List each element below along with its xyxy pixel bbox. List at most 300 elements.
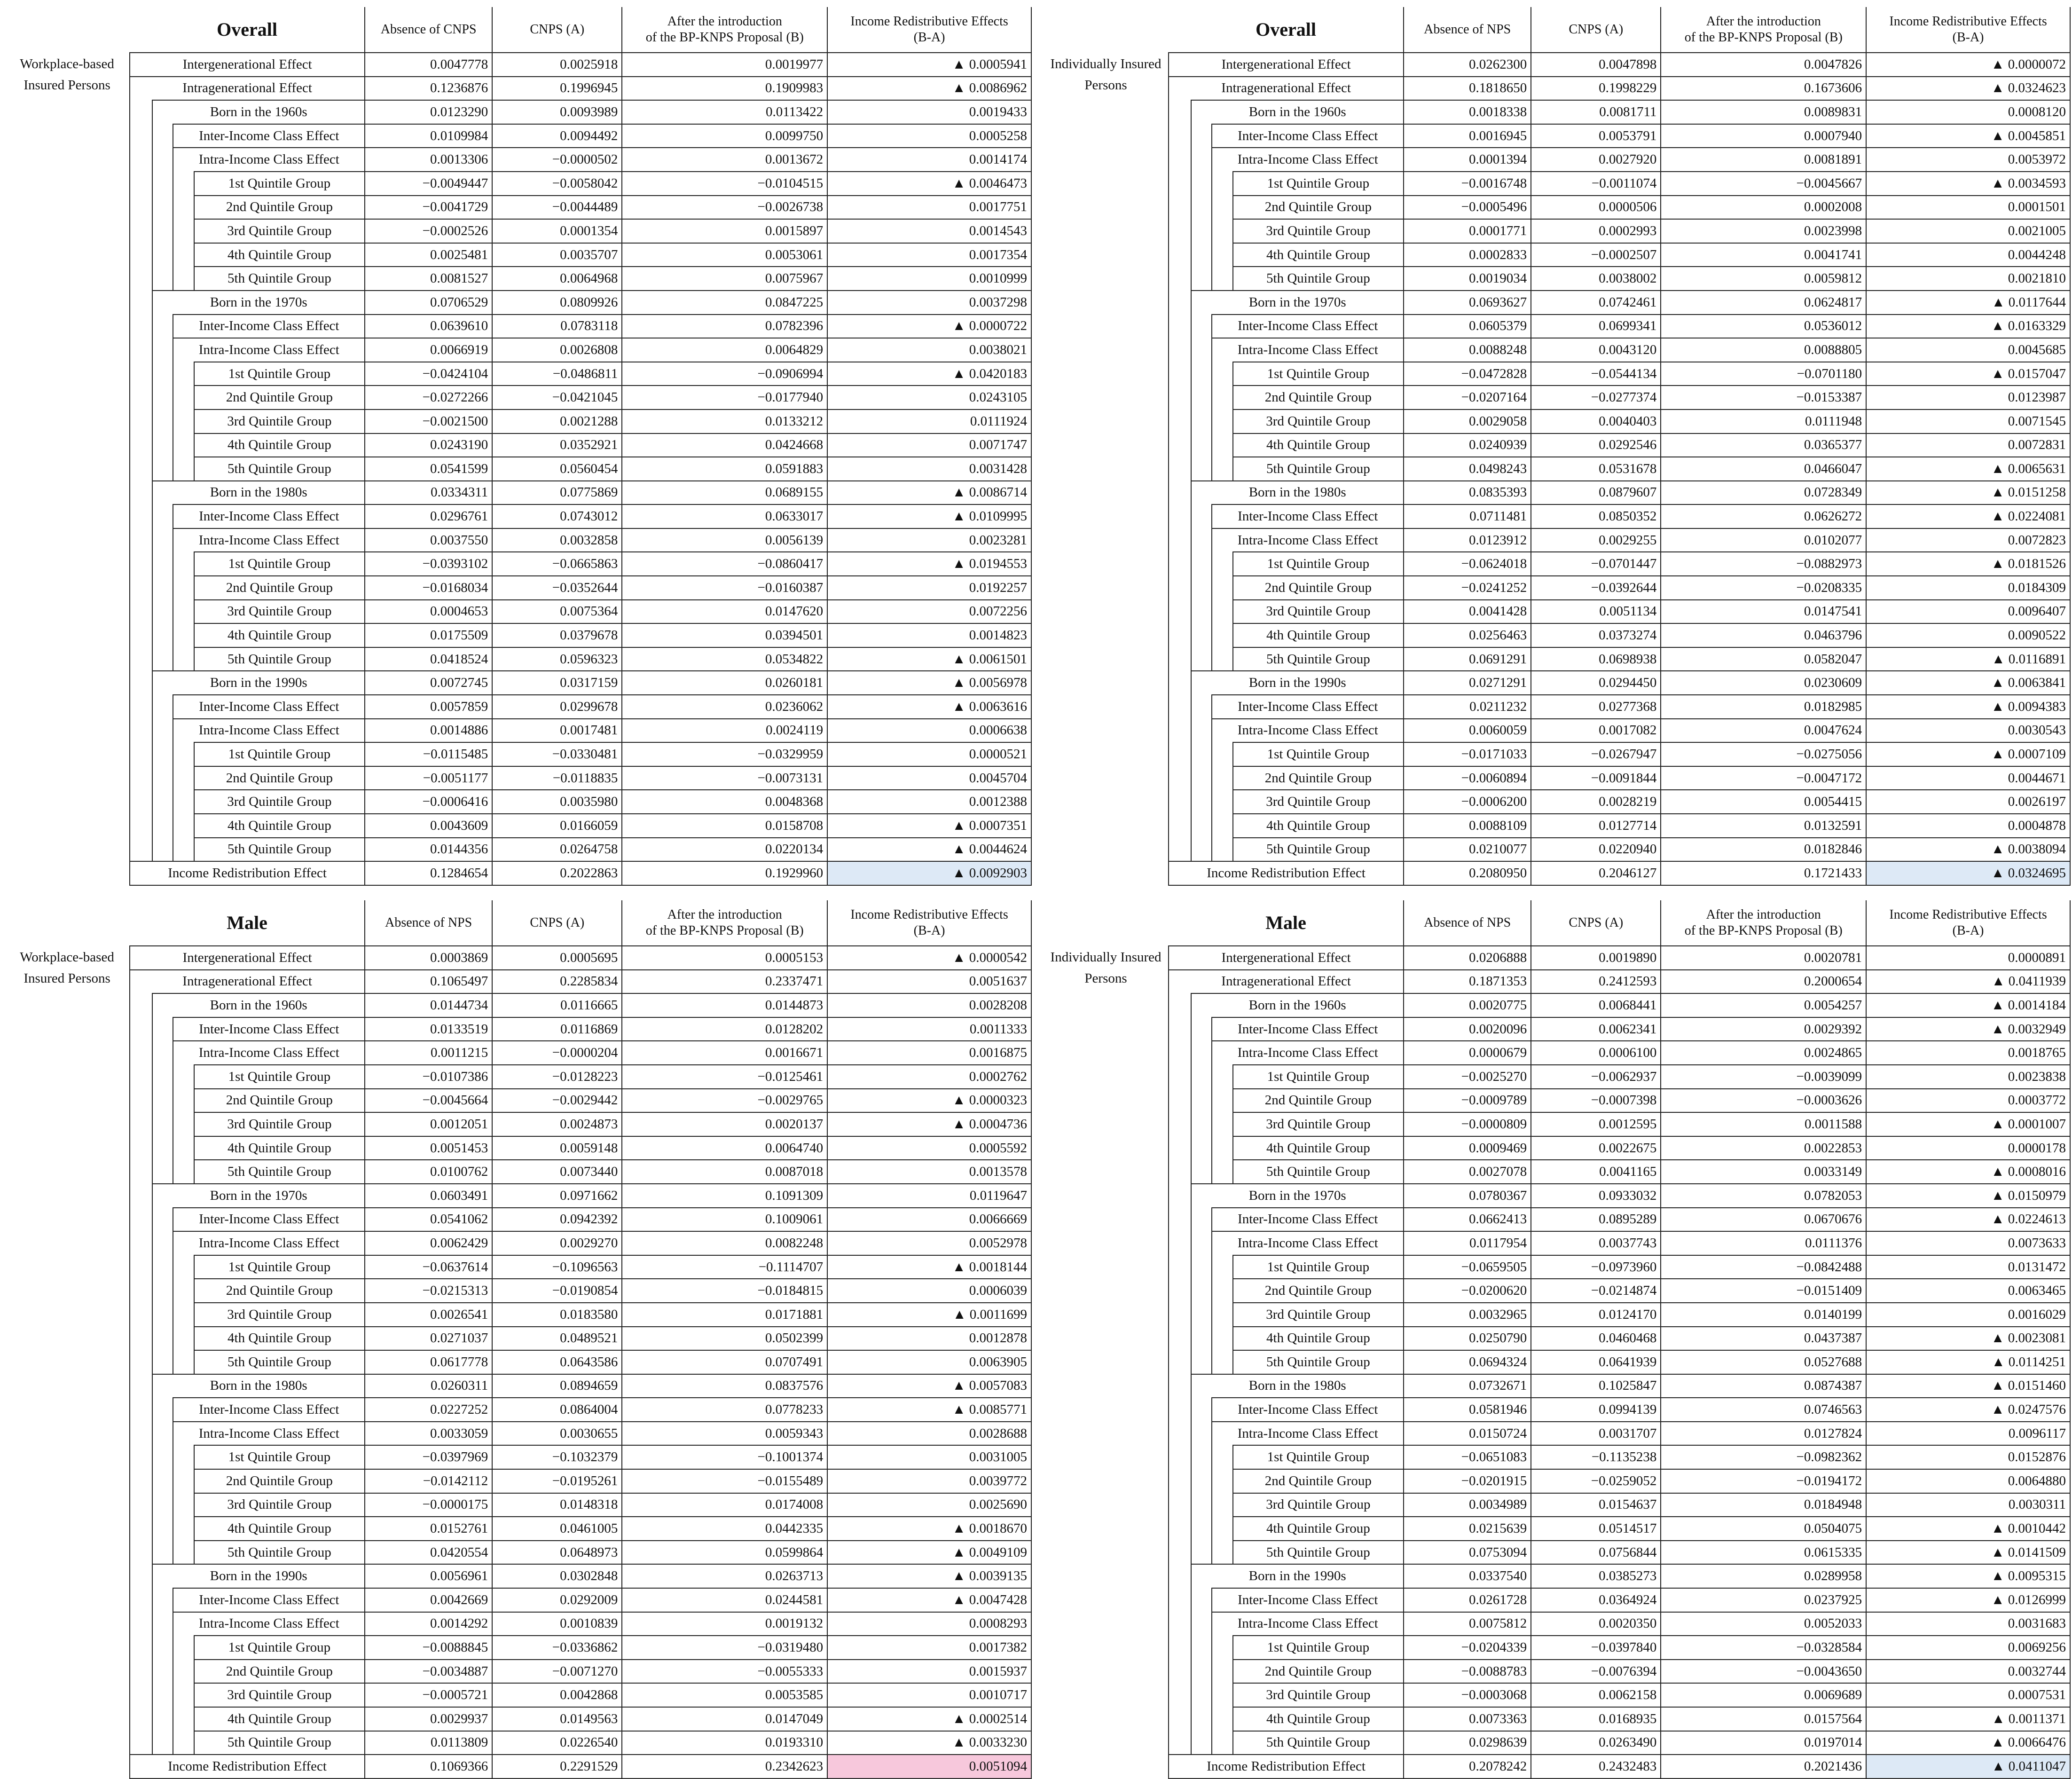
value-absence: −0.0034887 <box>365 1660 492 1684</box>
row-label: 3rd Quintile Group <box>1233 1303 1404 1327</box>
table-row <box>1044 386 2070 409</box>
value-absence: 0.0639610 <box>365 315 492 338</box>
value-absence: 0.0001394 <box>1404 148 1531 172</box>
value-after: 0.0102077 <box>1661 528 1866 552</box>
value-cnps: 0.0021288 <box>492 409 622 433</box>
table-row <box>5 1350 1031 1374</box>
indent-spacer <box>130 1089 152 1113</box>
table-row <box>1044 148 2070 172</box>
indent-spacer <box>1169 576 1191 600</box>
value-effect: 0.0152876 <box>1866 1445 2070 1469</box>
value-cnps: 0.0641939 <box>1531 1350 1661 1374</box>
indent-spacer <box>1191 1327 1212 1351</box>
value-effect: 0.0243105 <box>827 386 1031 409</box>
indent-spacer <box>1169 1065 1191 1089</box>
value-after: 0.0099750 <box>622 124 827 148</box>
value-absence: 0.1065497 <box>365 970 492 994</box>
value-cnps: 0.0277368 <box>1531 695 1661 719</box>
value-absence: 0.0029058 <box>1404 409 1531 433</box>
value-effect: ▲ 0.0194553 <box>827 552 1031 576</box>
value-cnps: 0.1998229 <box>1531 77 1661 101</box>
value-after: 0.0147541 <box>1661 600 1866 624</box>
value-after: 0.0263713 <box>622 1564 827 1588</box>
value-absence: 0.0100762 <box>365 1160 492 1184</box>
table-row <box>1044 647 2070 671</box>
indent-spacer <box>130 172 152 196</box>
value-absence: 0.0498243 <box>1404 457 1531 481</box>
indent-spacer <box>1169 1517 1191 1541</box>
value-effect: 0.0096407 <box>1866 600 2070 624</box>
value-absence: 0.0337540 <box>1404 1564 1531 1588</box>
row-label: 5th Quintile Group <box>194 1731 365 1755</box>
table-row <box>1044 552 2070 576</box>
value-absence: 0.0541599 <box>365 457 492 481</box>
table-row <box>5 409 1031 433</box>
value-effect: 0.0037298 <box>827 291 1031 315</box>
indent-spacer <box>152 1683 173 1707</box>
value-after: 0.0082248 <box>622 1231 827 1255</box>
table-row <box>5 576 1031 600</box>
value-cnps: 0.0028219 <box>1531 790 1661 814</box>
table-row <box>1044 1564 2070 1588</box>
row-label: 3rd Quintile Group <box>194 1303 365 1327</box>
indent-spacer <box>130 1445 152 1469</box>
indent-spacer <box>173 172 194 196</box>
value-cnps: 0.0489521 <box>492 1327 622 1351</box>
indent-spacer <box>1169 993 1191 1017</box>
indent-spacer <box>1169 1160 1191 1184</box>
value-cnps: 0.0994139 <box>1531 1398 1661 1422</box>
table-row <box>5 1398 1031 1422</box>
value-absence: 0.0033059 <box>365 1422 492 1446</box>
row-label: Inter-Income Class Effect <box>173 1017 365 1041</box>
value-cnps: 0.0699341 <box>1531 315 1661 338</box>
value-after: 0.0016671 <box>622 1041 827 1065</box>
value-after: −0.1001374 <box>622 1445 827 1469</box>
indent-spacer <box>173 1160 194 1184</box>
indent-spacer <box>152 695 173 719</box>
table-row <box>5 600 1031 624</box>
indent-spacer <box>130 1469 152 1493</box>
indent-spacer <box>1169 100 1191 124</box>
row-label: Born in the 1960s <box>152 100 365 124</box>
value-effect: 0.0071545 <box>1866 409 2070 433</box>
indent-spacer <box>1169 1564 1191 1588</box>
value-after: 0.0059812 <box>1661 267 1866 291</box>
table-row <box>1044 1208 2070 1232</box>
value-cnps: 0.0531678 <box>1531 457 1661 481</box>
value-effect: ▲ 0.0114251 <box>1866 1350 2070 1374</box>
value-effect: ▲ 0.0163329 <box>1866 315 2070 338</box>
indent-spacer <box>173 600 194 624</box>
value-effect: 0.0017382 <box>827 1636 1031 1660</box>
row-label: 2nd Quintile Group <box>194 766 365 790</box>
value-effect: 0.0072831 <box>1866 433 2070 457</box>
value-effect: 0.0010999 <box>827 267 1031 291</box>
value-after: 0.0022853 <box>1661 1136 1866 1160</box>
indent-spacer <box>1191 243 1212 267</box>
table-row <box>5 457 1031 481</box>
value-effect: ▲ 0.0034593 <box>1866 172 2070 196</box>
indent-spacer <box>130 1731 152 1755</box>
value-absence: 0.0011215 <box>365 1041 492 1065</box>
value-absence: −0.0241252 <box>1404 576 1531 600</box>
value-after: 0.0024119 <box>622 719 827 743</box>
row-label: 1st Quintile Group <box>194 552 365 576</box>
indent-spacer <box>130 386 152 409</box>
value-effect: ▲ 0.0011371 <box>1866 1707 2070 1731</box>
row-label: 2nd Quintile Group <box>194 1089 365 1113</box>
row-label: 3rd Quintile Group <box>194 1683 365 1707</box>
value-absence: 0.0693627 <box>1404 291 1531 315</box>
value-cnps: 0.0154637 <box>1531 1493 1661 1517</box>
indent-spacer <box>130 1231 152 1255</box>
value-effect: 0.0045685 <box>1866 338 2070 362</box>
value-effect: 0.0010717 <box>827 1683 1031 1707</box>
value-after: 0.0053061 <box>622 243 827 267</box>
table-row <box>5 719 1031 743</box>
value-absence: −0.0424104 <box>365 362 492 386</box>
row-label: Born in the 1980s <box>152 1374 365 1398</box>
row-label: 1st Quintile Group <box>1233 1255 1404 1279</box>
value-effect: ▲ 0.0181526 <box>1866 552 2070 576</box>
value-cnps: 0.0020350 <box>1531 1612 1661 1636</box>
column-header-after <box>622 900 827 946</box>
indent-spacer <box>130 100 152 124</box>
indent-spacer <box>173 647 194 671</box>
row-label: 1st Quintile Group <box>194 1445 365 1469</box>
indent-spacer <box>1169 1588 1191 1612</box>
indent-spacer <box>1191 409 1212 433</box>
row-label: Intragenerational Effect <box>1169 77 1404 101</box>
value-effect: 0.0013578 <box>827 1160 1031 1184</box>
table-row <box>1044 1231 2070 1255</box>
value-absence: 0.0109984 <box>365 124 492 148</box>
indent-spacer <box>1212 1636 1232 1660</box>
value-cnps: 0.0364924 <box>1531 1588 1661 1612</box>
row-label: Inter-Income Class Effect <box>1212 1017 1404 1041</box>
value-cnps: 0.0292009 <box>492 1588 622 1612</box>
row-label: 2nd Quintile Group <box>1233 1279 1404 1303</box>
value-after: 0.0230609 <box>1661 671 1866 695</box>
value-cnps: 0.0038002 <box>1531 267 1661 291</box>
table-row <box>5 315 1031 338</box>
value-effect: 0.0005592 <box>827 1136 1031 1160</box>
value-effect: 0.0192257 <box>827 576 1031 600</box>
indent-spacer <box>1169 528 1191 552</box>
value-effect: ▲ 0.0000542 <box>827 946 1031 970</box>
value-after: 0.0394501 <box>622 623 827 647</box>
indent-spacer <box>130 362 152 386</box>
value-cnps: −0.0002507 <box>1531 243 1661 267</box>
value-absence: 0.0014292 <box>365 1612 492 1636</box>
value-after: 0.0089831 <box>1661 100 1866 124</box>
value-after: 0.0782053 <box>1661 1184 1866 1208</box>
table-row <box>1044 124 2070 148</box>
data-table <box>1044 7 2071 886</box>
value-cnps: 0.0850352 <box>1531 504 1661 528</box>
value-after: 0.0184948 <box>1661 1493 1866 1517</box>
value-effect: ▲ 0.0151258 <box>1866 481 2070 505</box>
row-label: Intra-Income Class Effect <box>173 528 365 552</box>
value-cnps: 0.0560454 <box>492 457 622 481</box>
table-row <box>5 1112 1031 1136</box>
value-after: 0.0056139 <box>622 528 827 552</box>
value-cnps: −0.0973960 <box>1531 1255 1661 1279</box>
value-effect: 0.0045704 <box>827 766 1031 790</box>
value-cnps: 0.0864004 <box>492 1398 622 1422</box>
value-absence: 0.0732671 <box>1404 1374 1531 1398</box>
column-header-absence: Absence of NPS <box>365 900 492 946</box>
value-absence: 0.0025481 <box>365 243 492 267</box>
indent-spacer <box>173 362 194 386</box>
value-after: 0.0054257 <box>1661 993 1866 1017</box>
value-cnps: −0.0267947 <box>1531 742 1661 766</box>
column-header-effects-line: Income Redistributive Effects <box>850 907 1008 922</box>
value-cnps: 0.0035707 <box>492 243 622 267</box>
value-after: 0.0746563 <box>1661 1398 1866 1422</box>
value-after: 0.0847225 <box>622 291 827 315</box>
value-after: 0.0502399 <box>622 1327 827 1351</box>
table-row <box>1044 1184 2070 1208</box>
value-absence: 0.2080950 <box>1404 861 1531 885</box>
value-cnps: 0.0514517 <box>1531 1517 1661 1541</box>
value-after: −0.0026738 <box>622 196 827 220</box>
table-row <box>1044 1541 2070 1565</box>
highlighted-total-effect: ▲ 0.0092903 <box>827 861 1031 885</box>
column-header-after <box>1661 7 1866 53</box>
value-after: 0.0437387 <box>1661 1327 1866 1351</box>
value-effect: ▲ 0.0151460 <box>1866 1374 2070 1398</box>
indent-spacer <box>1212 1350 1232 1374</box>
indent-spacer <box>1191 1660 1212 1684</box>
indent-spacer <box>1169 1469 1191 1493</box>
indent-spacer <box>1169 1255 1191 1279</box>
indent-spacer <box>1169 742 1191 766</box>
row-label: 3rd Quintile Group <box>1233 409 1404 433</box>
row-label: 3rd Quintile Group <box>194 1112 365 1136</box>
indent-spacer <box>1191 1731 1212 1755</box>
value-cnps: 0.0026808 <box>492 338 622 362</box>
indent-spacer <box>173 1660 194 1684</box>
table-row <box>5 1279 1031 1303</box>
table-row <box>5 386 1031 409</box>
value-effect: ▲ 0.0224613 <box>1866 1208 2070 1232</box>
value-effect: 0.0021005 <box>1866 219 2070 243</box>
value-after: 0.0466047 <box>1661 457 1866 481</box>
value-cnps: 0.0012595 <box>1531 1112 1661 1136</box>
value-after: 0.1009061 <box>622 1208 827 1232</box>
indent-spacer <box>1191 504 1212 528</box>
indent-spacer <box>1169 338 1191 362</box>
value-effect: 0.0012388 <box>827 790 1031 814</box>
value-after: 0.0591883 <box>622 457 827 481</box>
value-effect: ▲ 0.0002514 <box>827 1707 1031 1731</box>
table-title: Male <box>1169 900 1404 946</box>
column-header-effects <box>827 900 1031 946</box>
indent-spacer <box>152 1208 173 1232</box>
row-label: Intra-Income Class Effect <box>1212 528 1404 552</box>
row-label: Inter-Income Class Effect <box>1212 315 1404 338</box>
value-absence: −0.0200620 <box>1404 1279 1531 1303</box>
value-absence: −0.0005496 <box>1404 196 1531 220</box>
value-cnps: 0.0017481 <box>492 719 622 743</box>
value-effect: 0.0007531 <box>1866 1683 2070 1707</box>
row-label: Inter-Income Class Effect <box>173 695 365 719</box>
value-after: −0.0039099 <box>1661 1065 1866 1089</box>
value-cnps: 0.0030655 <box>492 1422 622 1446</box>
value-effect: ▲ 0.0063616 <box>827 695 1031 719</box>
table-row <box>1044 671 2070 695</box>
table-row <box>1044 1112 2070 1136</box>
value-after: −0.0003626 <box>1661 1089 1866 1113</box>
indent-spacer <box>130 671 152 695</box>
table-row <box>1044 1612 2070 1636</box>
indent-spacer <box>152 1445 173 1469</box>
value-effect: ▲ 0.0324623 <box>1866 77 2070 101</box>
row-label: 1st Quintile Group <box>194 172 365 196</box>
table-row <box>1044 600 2070 624</box>
row-label: 4th Quintile Group <box>194 1517 365 1541</box>
value-after: −0.0701180 <box>1661 362 1866 386</box>
table-row <box>1044 814 2070 838</box>
indent-spacer <box>1212 1136 1232 1160</box>
value-cnps: 0.0933032 <box>1531 1184 1661 1208</box>
row-label: Intra-Income Class Effect <box>1212 1422 1404 1446</box>
value-absence: −0.0002526 <box>365 219 492 243</box>
indent-spacer <box>1169 315 1191 338</box>
value-effect: 0.0028208 <box>827 993 1031 1017</box>
value-absence: 0.0081527 <box>365 267 492 291</box>
value-effect: ▲ 0.0066476 <box>1866 1731 2070 1755</box>
indent-spacer <box>173 409 194 433</box>
indent-spacer <box>1191 623 1212 647</box>
table-row <box>1044 1445 2070 1469</box>
value-cnps: 0.0062341 <box>1531 1017 1661 1041</box>
indent-spacer <box>130 1636 152 1660</box>
row-label: 4th Quintile Group <box>194 1707 365 1731</box>
table-row <box>5 861 1031 885</box>
indent-spacer <box>1191 219 1212 243</box>
value-after: −0.0047172 <box>1661 766 1866 790</box>
value-absence: 0.0150724 <box>1404 1422 1531 1446</box>
indent-spacer <box>173 1731 194 1755</box>
value-after: −0.0329959 <box>622 742 827 766</box>
value-effect: ▲ 0.0247576 <box>1866 1398 2070 1422</box>
row-label: 5th Quintile Group <box>1233 1731 1404 1755</box>
value-absence: 0.0037550 <box>365 528 492 552</box>
value-effect: 0.0044671 <box>1866 766 2070 790</box>
value-cnps: 0.0000506 <box>1531 196 1661 220</box>
value-after: 0.0053585 <box>622 1683 827 1707</box>
value-effect: ▲ 0.0094383 <box>1866 695 2070 719</box>
column-header-cnps: CNPS (A) <box>492 7 622 53</box>
column-header-cnps: CNPS (A) <box>1531 900 1661 946</box>
value-absence: −0.0006200 <box>1404 790 1531 814</box>
value-absence: 0.0227252 <box>365 1398 492 1422</box>
column-header-after-line: After the introduction <box>667 907 782 922</box>
row-label: 4th Quintile Group <box>194 433 365 457</box>
value-absence: 0.0000679 <box>1404 1041 1531 1065</box>
value-absence: 0.0694324 <box>1404 1350 1531 1374</box>
row-label: Inter-Income Class Effect <box>1212 1588 1404 1612</box>
value-cnps: −0.0665863 <box>492 552 622 576</box>
value-after: −0.0882973 <box>1661 552 1866 576</box>
indent-spacer <box>1169 1184 1191 1208</box>
value-after: 0.0007940 <box>1661 124 1866 148</box>
value-cnps: 0.1996945 <box>492 77 622 101</box>
indent-spacer <box>1169 457 1191 481</box>
row-label: 1st Quintile Group <box>1233 1445 1404 1469</box>
indent-spacer <box>1212 576 1232 600</box>
indent-spacer <box>1212 552 1232 576</box>
row-label: 4th Quintile Group <box>194 814 365 838</box>
value-effect: ▲ 0.0085771 <box>827 1398 1031 1422</box>
value-absence: −0.0088845 <box>365 1636 492 1660</box>
value-effect: 0.0017354 <box>827 243 1031 267</box>
row-label: Intra-Income Class Effect <box>173 338 365 362</box>
column-header-effects-line: Income Redistributive Effects <box>1889 907 2047 922</box>
value-absence: 0.1236876 <box>365 77 492 101</box>
row-label: 4th Quintile Group <box>1233 623 1404 647</box>
value-cnps: 0.0127714 <box>1531 814 1661 838</box>
indent-spacer <box>173 1541 194 1565</box>
value-absence: −0.0215313 <box>365 1279 492 1303</box>
indent-spacer <box>1191 1422 1212 1446</box>
row-label: 1st Quintile Group <box>194 362 365 386</box>
insured-group-label: Workplace-based Insured Persons <box>20 950 114 986</box>
column-header-after-line: After the introduction <box>667 14 782 29</box>
indent-spacer <box>152 1160 173 1184</box>
value-after: 0.1929960 <box>622 861 827 885</box>
indent-spacer <box>152 1327 173 1351</box>
table-title: Overall <box>1169 7 1404 53</box>
value-after: 0.0289958 <box>1661 1564 1866 1588</box>
indent-spacer <box>1191 196 1212 220</box>
indent-spacer <box>152 1636 173 1660</box>
table-row <box>1044 861 2070 885</box>
value-effect: 0.0052978 <box>827 1231 1031 1255</box>
value-cnps: 0.0743012 <box>492 504 622 528</box>
indent-spacer <box>152 243 173 267</box>
row-label: 2nd Quintile Group <box>194 196 365 220</box>
value-cnps: −0.0421045 <box>492 386 622 409</box>
table-row <box>5 338 1031 362</box>
row-label: 2nd Quintile Group <box>1233 1469 1404 1493</box>
indent-spacer <box>1191 457 1212 481</box>
value-after: −0.0842488 <box>1661 1255 1866 1279</box>
value-effect: ▲ 0.0000323 <box>827 1089 1031 1113</box>
table-row <box>1044 1707 2070 1731</box>
value-effect: 0.0090522 <box>1866 623 2070 647</box>
indent-spacer <box>1191 124 1212 148</box>
value-absence: 0.0243190 <box>365 433 492 457</box>
value-after: 0.0244581 <box>622 1588 827 1612</box>
indent-spacer <box>1191 1517 1212 1541</box>
value-cnps: −0.0544134 <box>1531 362 1661 386</box>
value-cnps: 0.0352921 <box>492 433 622 457</box>
row-label: 3rd Quintile Group <box>1233 219 1404 243</box>
column-header-after <box>1661 900 1866 946</box>
indent-spacer <box>1212 742 1232 766</box>
indent-spacer <box>130 1683 152 1707</box>
value-after: 0.0582047 <box>1661 647 1866 671</box>
indent-spacer <box>130 719 152 743</box>
row-label: 5th Quintile Group <box>194 1160 365 1184</box>
value-absence: −0.0003068 <box>1404 1683 1531 1707</box>
value-effect: ▲ 0.0049109 <box>827 1541 1031 1565</box>
value-after: −0.0045667 <box>1661 172 1866 196</box>
